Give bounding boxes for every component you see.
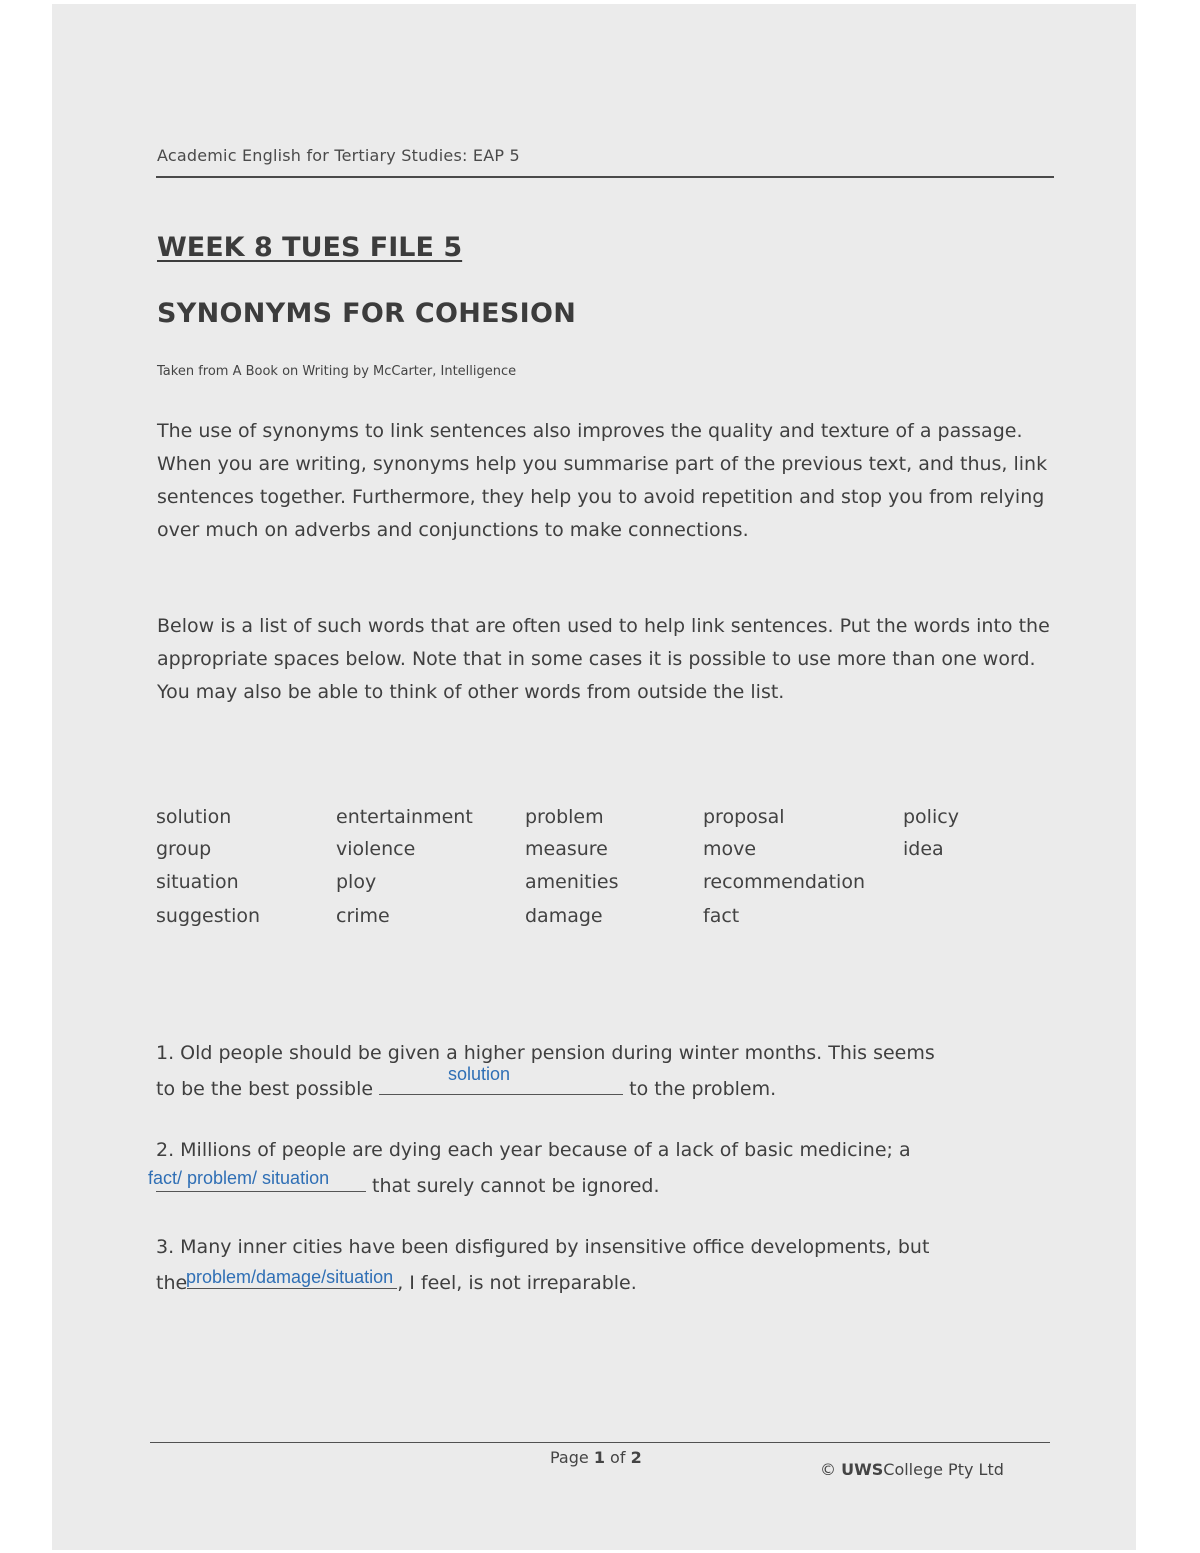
page-prefix: Page	[550, 1448, 594, 1467]
document-header	[156, 146, 1054, 178]
question-2-line-1: 2. Millions of people are dying each year because of a lack of basic medicine; a	[156, 1139, 911, 1161]
word-list-item: solution	[156, 806, 232, 828]
section-title: SYNONYMS FOR COHESION	[157, 298, 577, 329]
instructions-paragraph: Below is a list of such words that are often used to help link sentences. Put the words into the appropriate spaces below. Note that in some cases it is possible to use more than one word. You may also be able to think of other words from outside the list.	[157, 615, 1050, 703]
word-list-item: suggestion	[156, 905, 261, 927]
question-3-after-blank: , I feel, is not irreparable.	[397, 1272, 637, 1294]
question-2-after-blank: that surely cannot be ignored.	[372, 1175, 660, 1197]
word-list-item: measure	[525, 838, 608, 860]
word-list-item: crime	[336, 905, 390, 927]
question-1-line-1: 1. Old people should be given a higher pension during winter months. This seems	[156, 1042, 935, 1064]
copyright-brand: UWS	[841, 1460, 884, 1479]
source-note: Taken from A Book on Writing by McCarter, Intelligence	[157, 364, 517, 379]
copyright-rest: College Pty Ltd	[883, 1460, 1004, 1479]
question-3-before-blank: the	[156, 1272, 188, 1294]
word-list-item: move	[703, 838, 757, 860]
word-list-item: entertainment	[336, 806, 473, 828]
word-list-item: situation	[156, 871, 239, 893]
page-middle: of	[604, 1448, 631, 1467]
question-3	[156, 1231, 1056, 1300]
copyright	[820, 1460, 1004, 1479]
word-list-item: fact	[703, 905, 740, 927]
footer-rule	[150, 1442, 1050, 1443]
word-list-item: amenities	[525, 871, 619, 893]
word-list-item: ploy	[336, 871, 377, 893]
copyright-symbol: ©	[820, 1460, 836, 1479]
question-1	[156, 1037, 1056, 1106]
question-3-line-1: 3. Many inner cities have been disfigured by insensitive office developments, but	[156, 1236, 930, 1258]
question-1-before-blank: to be the best possible	[156, 1078, 374, 1100]
question-1-line-2	[156, 1070, 1056, 1106]
page-total: 2	[630, 1448, 642, 1467]
question-1-answer[interactable]: solution	[448, 1064, 511, 1084]
intro-paragraph: The use of synonyms to link sentences also improves the quality and texture of a passage. When you are writing, synonyms help you summarise part of the previous text, and thus, link sentences together. Furthermore, they help you to avoid repetition and stop you from relying over much on adverbs and conjunctions to make connections.	[157, 420, 1048, 541]
page-number	[550, 1448, 642, 1467]
word-list-item: violence	[336, 838, 416, 860]
course-title: Academic English for Tertiary Studies: EAP 5	[157, 146, 520, 165]
word-list-item: idea	[903, 838, 944, 860]
word-list-item: policy	[903, 806, 959, 828]
word-list-item: group	[156, 838, 212, 860]
question-1-after-blank: to the problem.	[629, 1078, 777, 1100]
word-list-item: proposal	[703, 806, 785, 828]
word-list-item: problem	[525, 806, 604, 828]
question-2-answer[interactable]: fact/ problem/ situation	[148, 1168, 330, 1188]
question-3-answer[interactable]: problem/damage/situation	[186, 1267, 394, 1287]
week-title: WEEK 8 TUES FILE 5	[157, 232, 463, 263]
word-list-item: recommendation	[703, 871, 866, 893]
page-current: 1	[593, 1448, 605, 1467]
word-list-item: damage	[525, 905, 603, 927]
